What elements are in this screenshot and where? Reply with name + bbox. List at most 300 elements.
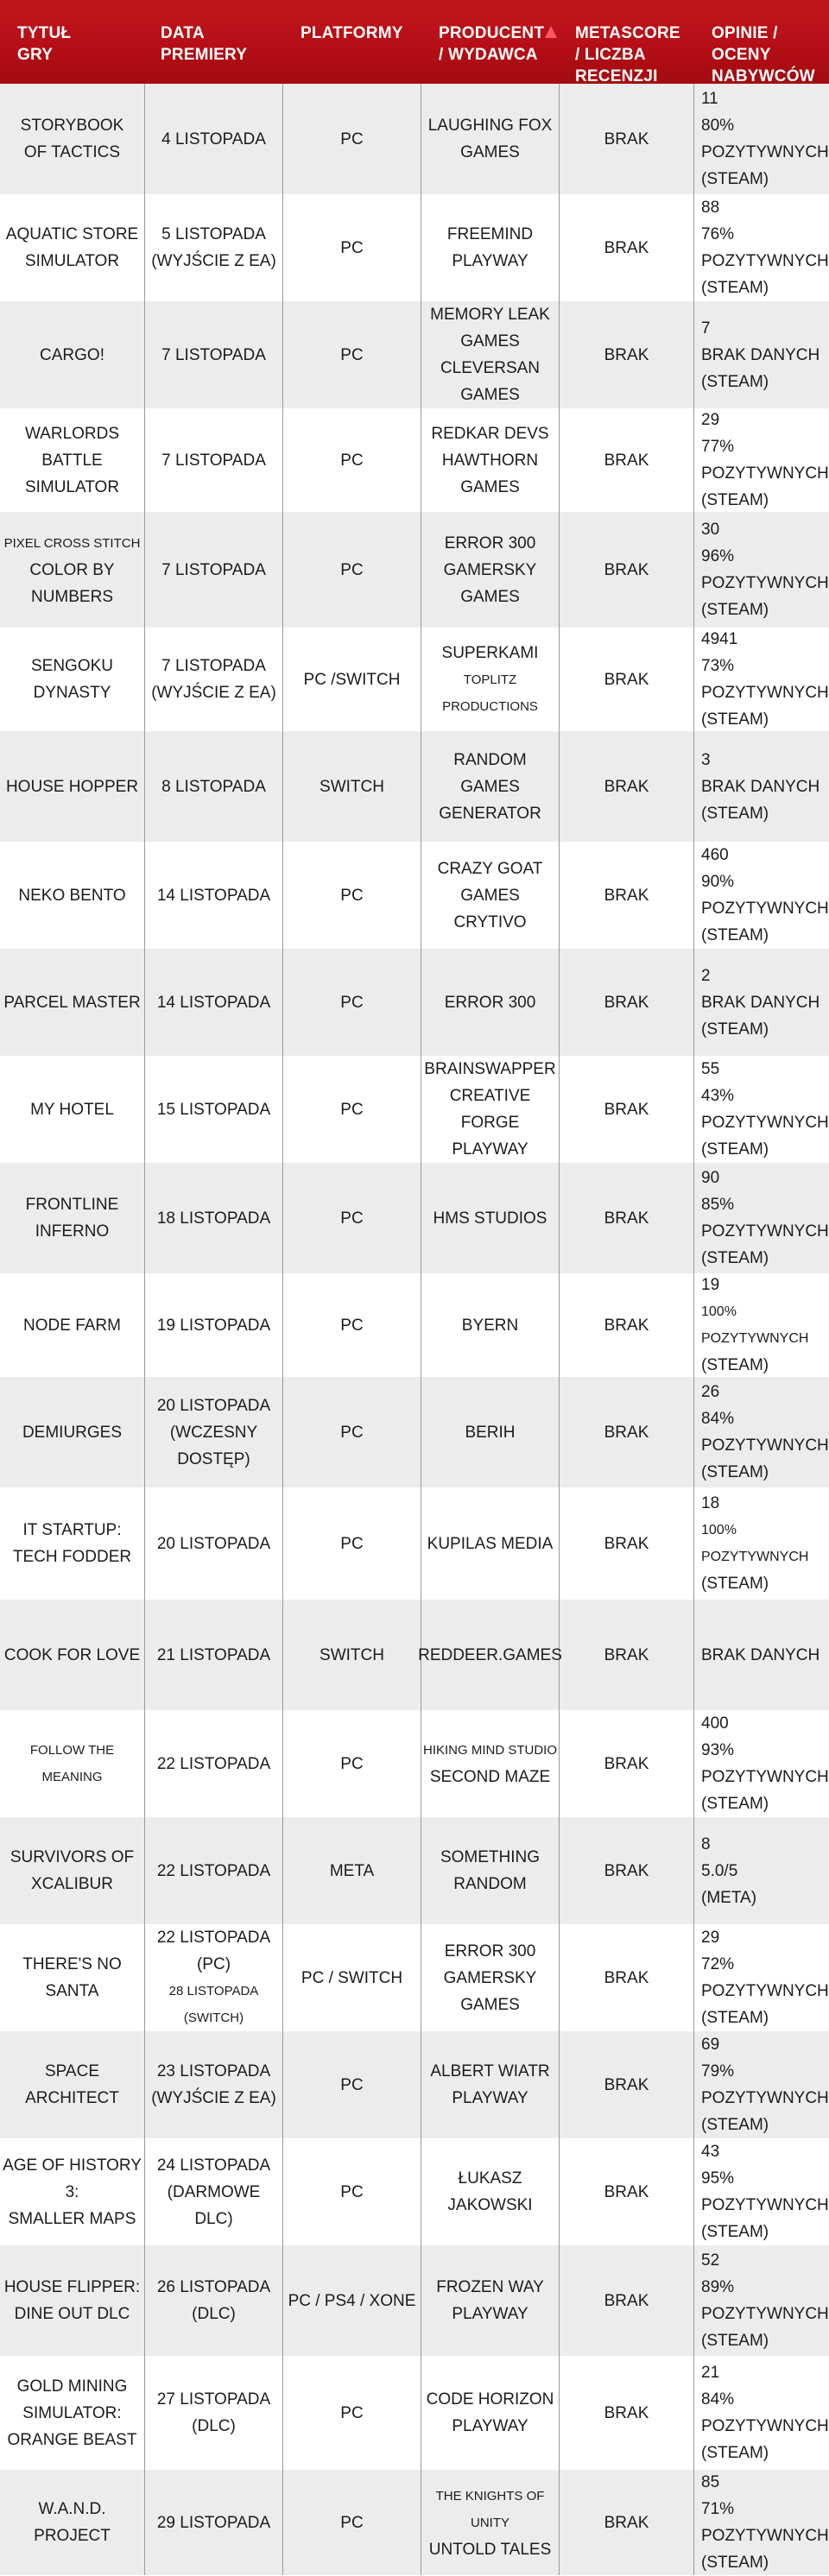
producer-cell <box>421 1710 560 1817</box>
release-date-cell-line: (DLC) <box>192 2305 236 2323</box>
metascore-cell-line: BRAK <box>604 2182 649 2201</box>
release-date-cell <box>145 949 283 1056</box>
release-date-cell <box>145 2245 283 2356</box>
user-reviews-cell-line: BRAK DANYCH <box>701 993 820 1012</box>
user-reviews-cell-line: (STEAM) <box>701 1020 769 1039</box>
producer-cell-line: FREEMIND <box>446 225 534 243</box>
platform-cell <box>283 949 421 1056</box>
platform-cell <box>283 1056 421 1163</box>
producer-cell <box>421 1056 560 1163</box>
platform-cell <box>283 512 421 628</box>
game-title-cell <box>0 2356 145 2470</box>
producer-cell-line: BYERN <box>461 1316 519 1335</box>
producer-cell-line: CRYTIVO <box>453 912 527 931</box>
game-title-cell <box>0 1924 145 2031</box>
user-reviews-cell-line: 11 <box>701 90 718 108</box>
release-date-cell <box>145 1487 283 1600</box>
producer-cell <box>421 628 560 731</box>
game-title-cell-line: FRONTLINE INFERNO <box>25 1196 119 1241</box>
release-date-cell-line: 15 LISTOPADA <box>156 1100 271 1119</box>
platform-cell-line: PC <box>340 1534 364 1553</box>
user-reviews-cell-line: 90% POZYTYWNYCH <box>701 873 829 918</box>
user-reviews-cell-line: 88 <box>701 199 720 217</box>
platform-cell <box>283 731 421 842</box>
game-title-cell-line: SENGOKU DYNASTY <box>30 657 114 702</box>
game-title-cell-line: PIXEL CROSS STITCH <box>3 535 141 551</box>
table-row <box>0 949 829 1056</box>
user-reviews-cell <box>694 512 829 628</box>
user-reviews-cell-line: 77% POZYTYWNYCH <box>701 438 829 483</box>
user-reviews-cell <box>694 2245 829 2356</box>
user-reviews-cell <box>694 194 829 301</box>
producer-cell <box>421 1487 560 1600</box>
producer-cell <box>421 2031 560 2138</box>
metascore-cell <box>560 1163 694 1273</box>
header-title-line: TYTUŁ <box>17 24 72 42</box>
producer-cell-line: LAUGHING FOX <box>427 117 553 135</box>
game-title-cell-line: TECH FODDER <box>12 1548 132 1566</box>
producer-cell-line: ERROR 300 <box>444 1941 536 1960</box>
table-row <box>0 1710 829 1817</box>
table-row <box>0 1273 829 1377</box>
table-row <box>0 1163 829 1273</box>
game-title-cell-line: AGE OF HISTORY 3: <box>3 2156 142 2201</box>
header-reviews-line: OPINIE / OCENY <box>712 24 778 64</box>
user-reviews-cell-line: 76% POZYTYWNYCH <box>701 225 829 270</box>
triangle-icon <box>545 26 557 38</box>
game-title-cell-line: FOLLOW THE MEANING <box>29 1743 115 1784</box>
platform-cell-line: PC <box>340 886 364 905</box>
metascore-cell <box>560 1710 694 1817</box>
metascore-cell <box>560 194 694 301</box>
producer-cell-line: UNTOLD TALES <box>428 2540 552 2559</box>
table-row <box>0 84 829 194</box>
user-reviews-cell <box>694 1924 829 2031</box>
user-reviews-cell <box>694 2356 829 2470</box>
user-reviews-cell <box>694 1710 829 1817</box>
game-title-cell <box>0 1817 145 1924</box>
producer-cell-line: FROZEN WAY <box>436 2278 544 2296</box>
producer-cell-line: CRAZY GOAT GAMES <box>437 859 543 905</box>
game-title-cell <box>0 842 145 949</box>
platform-cell-line: PC <box>340 1316 364 1335</box>
release-date-cell-line: (WYJŚCIE Z EA) <box>151 252 276 270</box>
user-reviews-cell-line: 72% POZYTYWNYCH <box>701 1955 829 2000</box>
platform-cell <box>283 1924 421 2031</box>
release-date-cell-line: 26 LISTOPADA <box>156 2278 271 2296</box>
user-reviews-cell-line: (STEAM) <box>701 1575 769 1593</box>
producer-cell-line: BRAINSWAPPER <box>424 1060 556 1078</box>
release-date-cell <box>145 1710 283 1817</box>
metascore-cell-line: BRAK <box>604 777 649 796</box>
user-reviews-cell-line: 84% POZYTYWNYCH <box>701 2390 829 2435</box>
user-reviews-cell-line: 52 <box>701 2251 720 2270</box>
metascore-cell-line: BRAK <box>604 1316 649 1335</box>
table-row <box>0 2470 829 2575</box>
user-reviews-cell-line: (STEAM) <box>701 2009 769 2027</box>
release-date-cell-line: 27 LISTOPADA <box>156 2390 271 2409</box>
platform-cell-line: PC <box>340 129 364 148</box>
release-date-cell-line: 20 LISTOPADA <box>156 1396 271 1415</box>
user-reviews-cell-line: 21 <box>701 2364 720 2382</box>
metascore-cell <box>560 1273 694 1377</box>
user-reviews-cell-line: 69 <box>701 2036 720 2054</box>
table-row <box>0 1924 829 2031</box>
game-title-cell-line: PARCEL MASTER <box>3 993 141 1012</box>
user-reviews-cell <box>694 408 829 512</box>
producer-cell-line: CREATIVE FORGE <box>449 1087 531 1132</box>
metascore-cell <box>560 2031 694 2138</box>
metascore-cell <box>560 301 694 408</box>
game-title-cell-line: SIMULATOR <box>24 252 120 270</box>
table-row <box>0 1600 829 1710</box>
header-user-reviews <box>694 0 829 84</box>
header-reviews-line: NABYWCÓW <box>712 67 815 85</box>
metascore-cell-line: BRAK <box>604 451 649 470</box>
release-date-cell-line: (DLC) <box>192 2417 236 2435</box>
user-reviews-cell-line: 8 <box>701 1834 711 1853</box>
release-date-cell <box>145 2031 283 2138</box>
user-reviews-cell-line: (STEAM) <box>701 170 769 188</box>
producer-cell <box>421 2138 560 2245</box>
user-reviews-cell-line: 89% POZYTYWNYCH <box>701 2278 829 2323</box>
user-reviews-cell-line: 100% POZYTYWNYCH <box>701 1523 809 1564</box>
metascore-cell-line: BRAK <box>604 238 649 257</box>
user-reviews-cell-line: (STEAM) <box>701 1795 769 1813</box>
producer-cell-line: HAWTHORN GAMES <box>441 451 539 496</box>
producer-cell-line: REDDEER.GAMES <box>418 1645 562 1664</box>
game-title-cell <box>0 1163 145 1273</box>
game-title-cell-line: W.A.N.D. PROJECT <box>34 2500 111 2545</box>
platform-cell-line: PC <box>340 2403 364 2422</box>
producer-cell <box>421 2470 560 2575</box>
table-row <box>0 1817 829 1924</box>
user-reviews-cell-line: (META) <box>701 1888 757 1907</box>
metascore-cell <box>560 2470 694 2575</box>
user-reviews-cell-line: (STEAM) <box>701 2554 769 2572</box>
producer-cell-line: ERROR 300 <box>444 534 536 552</box>
release-date-cell <box>145 1600 283 1710</box>
metascore-cell-line: BRAK <box>604 670 649 689</box>
producer-cell <box>421 842 560 949</box>
game-title-cell-line: HOUSE FLIPPER: <box>3 2278 141 2296</box>
producer-cell-line: GAMERSKY GAMES <box>443 560 537 606</box>
producer-cell <box>421 1924 560 2031</box>
table-row <box>0 2138 829 2245</box>
user-reviews-cell-line: 80% POZYTYWNYCH <box>701 117 829 161</box>
platform-cell <box>283 1817 421 1924</box>
producer-cell-line: PLAYWAY <box>452 2417 528 2435</box>
metascore-cell <box>560 628 694 731</box>
platform-cell <box>283 408 421 512</box>
table-row <box>0 301 829 408</box>
producer-cell-line: PLAYWAY <box>452 1140 528 1159</box>
metascore-cell-line: BRAK <box>604 560 649 579</box>
metascore-cell-line: BRAK <box>604 345 649 364</box>
producer-cell-line: THE KNIGHTS OF UNITY <box>435 2488 545 2530</box>
table-row <box>0 628 829 731</box>
producer-cell-line: ŁUKASZ JAKOWSKI <box>447 2169 533 2214</box>
platform-cell-line: PC <box>340 1754 364 1773</box>
release-date-cell <box>145 2470 283 2575</box>
platform-cell-line: PC <box>340 560 364 579</box>
producer-cell-line: ERROR 300 <box>444 993 536 1012</box>
user-reviews-cell-line: 460 <box>701 846 729 864</box>
header-platforms <box>283 0 421 84</box>
producer-cell-line: CODE HORIZON <box>426 2390 554 2409</box>
table-row <box>0 731 829 842</box>
producer-cell-line: HIKING MIND STUDIO <box>423 1743 558 1758</box>
release-date-cell <box>145 194 283 301</box>
user-reviews-cell-line: 93% POZYTYWNYCH <box>701 1741 829 1786</box>
release-date-cell <box>145 301 283 408</box>
table-body <box>0 84 829 2575</box>
metascore-cell <box>560 731 694 842</box>
producer-cell-line: PLAYWAY <box>452 252 528 270</box>
game-title-cell <box>0 408 145 512</box>
metascore-cell-line: BRAK <box>604 2075 649 2094</box>
user-reviews-cell-line: 30 <box>701 521 720 539</box>
user-reviews-cell-line: 55 <box>701 1060 720 1078</box>
user-reviews-cell-line: 29 <box>701 411 720 429</box>
game-title-cell-line: MY HOTEL <box>30 1100 114 1119</box>
table-row <box>0 842 829 949</box>
platform-cell <box>283 1273 421 1377</box>
user-reviews-cell-line: BRAK DANYCH <box>701 1645 820 1664</box>
release-date-cell <box>145 1163 283 1273</box>
user-reviews-cell-line: 26 <box>701 1383 720 1401</box>
user-reviews-cell-line: 96% POZYTYWNYCH <box>701 547 829 592</box>
user-reviews-cell-line: (STEAM) <box>701 1249 769 1267</box>
release-date-cell-line: 7 LISTOPADA <box>161 560 266 579</box>
platform-cell-line: PC <box>340 2075 364 2094</box>
producer-cell <box>421 949 560 1056</box>
producer-cell <box>421 731 560 842</box>
metascore-cell-line: BRAK <box>604 1534 649 1553</box>
metascore-cell-line: BRAK <box>604 1100 649 1119</box>
user-reviews-cell <box>694 2470 829 2575</box>
producer-cell-line: RANDOM GAMES <box>453 750 527 796</box>
release-date-cell-line: (WYJŚCIE Z EA) <box>151 684 276 702</box>
platform-cell-line: PC <box>340 1209 364 1228</box>
release-date-cell-line: 7 LISTOPADA <box>161 657 266 675</box>
platform-cell-line: PC <box>340 345 364 364</box>
user-reviews-cell <box>694 949 829 1056</box>
release-date-cell <box>145 84 283 194</box>
game-title-cell-line: ORANGE BEAST <box>7 2430 137 2449</box>
metascore-cell <box>560 1377 694 1487</box>
metascore-cell-line: BRAK <box>604 129 649 148</box>
header-metascore-line: / LICZBA RECENZJI <box>575 46 658 85</box>
platform-cell-line: PC / PS4 / XONE <box>288 2291 416 2310</box>
release-date-cell-line: 19 LISTOPADA <box>156 1316 271 1335</box>
metascore-cell <box>560 408 694 512</box>
platform-cell <box>283 1487 421 1600</box>
platform-cell-line: PC <box>340 993 364 1012</box>
user-reviews-cell-line: 43 <box>701 2143 720 2161</box>
game-title-cell <box>0 194 145 301</box>
user-reviews-cell-line: (STEAM) <box>701 1356 769 1374</box>
release-date-cell-line: 29 LISTOPADA <box>156 2513 271 2532</box>
release-date-cell-line: 14 LISTOPADA <box>156 886 271 905</box>
user-reviews-cell-line: 29 <box>701 1929 720 1947</box>
release-date-cell <box>145 2138 283 2245</box>
release-date-cell-line: 7 LISTOPADA <box>161 451 266 470</box>
producer-cell <box>421 194 560 301</box>
metascore-cell <box>560 949 694 1056</box>
release-date-cell <box>145 731 283 842</box>
header-producer-line: PRODUCENT <box>439 24 545 42</box>
user-reviews-cell <box>694 1056 829 1163</box>
header-platforms-line: PLATFORMY <box>301 24 403 42</box>
game-title-cell-line: SURVIVORS OF <box>9 1848 135 1866</box>
release-date-cell <box>145 1924 283 2031</box>
user-reviews-cell-line: (STEAM) <box>701 2223 769 2241</box>
game-title-cell-line: COLOR BY NUMBERS <box>29 560 115 606</box>
game-title-cell-line: CARGO! <box>40 345 104 364</box>
release-date-cell-line: 18 LISTOPADA <box>156 1209 271 1228</box>
producer-cell-line: BERIH <box>465 1423 516 1442</box>
user-reviews-cell <box>694 1377 829 1487</box>
table-row <box>0 1377 829 1487</box>
game-title-cell-line: NEKO BENTO <box>18 886 126 905</box>
game-title-cell-line: SIMULATOR <box>24 477 120 496</box>
producer-cell-line: SUPERKAMI <box>441 643 539 662</box>
release-date-cell-line: 22 LISTOPADA <box>156 1754 271 1773</box>
release-date-cell <box>145 2356 283 2470</box>
platform-cell-line: SWITCH <box>320 1645 384 1664</box>
user-reviews-cell-line: 84% POZYTYWNYCH <box>701 1410 829 1455</box>
platform-cell <box>283 2138 421 2245</box>
game-title-cell <box>0 84 145 194</box>
user-reviews-cell-line: 400 <box>701 1714 729 1733</box>
platform-cell <box>283 194 421 301</box>
release-date-cell <box>145 1377 283 1487</box>
platform-cell <box>283 1377 421 1487</box>
release-date-cell-line: 20 LISTOPADA <box>156 1534 271 1553</box>
header-title-line: GRY <box>17 46 54 64</box>
game-title-cell-line: GOLD MINING <box>16 2377 128 2396</box>
game-title-cell <box>0 949 145 1056</box>
game-title-cell <box>0 2245 145 2356</box>
platform-cell-line: META <box>329 1861 375 1880</box>
producer-cell-line: KUPILAS MEDIA <box>427 1534 554 1553</box>
user-reviews-cell-line: 73% POZYTYWNYCH <box>701 657 829 702</box>
table-row <box>0 194 829 301</box>
release-date-cell-line: 4 LISTOPADA <box>161 129 266 148</box>
producer-cell-line: SECOND MAZE <box>429 1768 551 1786</box>
user-reviews-cell-line: (STEAM) <box>701 279 769 297</box>
producer-cell-line: HMS STUDIOS <box>433 1209 547 1228</box>
metascore-cell <box>560 2245 694 2356</box>
user-reviews-cell-line: 3 <box>701 750 711 769</box>
metascore-cell <box>560 2138 694 2245</box>
metascore-cell <box>560 842 694 949</box>
game-title-cell-line: THERE'S NO SANTA <box>22 1955 122 2000</box>
user-reviews-cell <box>694 1817 829 1924</box>
metascore-cell <box>560 1817 694 1924</box>
user-reviews-cell-line: 18 <box>701 1494 720 1512</box>
table-row <box>0 2031 829 2138</box>
game-title-cell <box>0 628 145 731</box>
game-title-cell-line: NODE FARM <box>23 1316 121 1335</box>
metascore-cell-line: BRAK <box>604 2291 649 2310</box>
user-reviews-cell-line: (STEAM) <box>701 710 769 729</box>
user-reviews-cell-line: 43% POZYTYWNYCH <box>701 1087 829 1132</box>
header-release-date <box>145 0 283 84</box>
release-date-cell <box>145 408 283 512</box>
user-reviews-cell-line: 95% POZYTYWNYCH <box>701 2169 829 2214</box>
game-title-cell <box>0 1600 145 1710</box>
producer-cell <box>421 408 560 512</box>
release-date-cell-line: (WYJŚCIE Z EA) <box>151 2089 276 2107</box>
producer-cell <box>421 512 560 628</box>
metascore-cell-line: BRAK <box>604 1754 649 1773</box>
user-reviews-cell <box>694 731 829 842</box>
metascore-cell-line: BRAK <box>604 2513 649 2532</box>
platform-cell <box>283 1710 421 1817</box>
platform-cell <box>283 301 421 408</box>
producer-cell <box>421 1163 560 1273</box>
platform-cell-line: PC <box>340 2513 364 2532</box>
user-reviews-cell-line: (STEAM) <box>701 1140 769 1159</box>
user-reviews-cell-line: (STEAM) <box>701 372 769 391</box>
user-reviews-cell-line: 71% POZYTYWNYCH <box>701 2500 829 2545</box>
producer-cell-line: PLAYWAY <box>452 2089 528 2107</box>
user-reviews-cell-line: (STEAM) <box>701 2332 769 2350</box>
metascore-cell <box>560 1924 694 2031</box>
producer-cell <box>421 2245 560 2356</box>
game-title-cell-line: SIMULATOR: <box>22 2403 122 2422</box>
platform-cell <box>283 1600 421 1710</box>
release-date-cell-line: 5 LISTOPADA <box>161 225 266 243</box>
metascore-cell <box>560 2356 694 2470</box>
user-reviews-cell <box>694 2031 829 2138</box>
game-title-cell <box>0 731 145 842</box>
user-reviews-cell <box>694 1487 829 1600</box>
table-row <box>0 512 829 628</box>
game-title-cell-line: STORYBOOK <box>20 117 124 135</box>
platform-cell <box>283 2356 421 2470</box>
metascore-cell <box>560 84 694 194</box>
metascore-cell-line: BRAK <box>604 993 649 1012</box>
metascore-cell-line: BRAK <box>604 1209 649 1228</box>
platform-cell-line: PC <box>340 2182 364 2201</box>
platform-cell <box>283 842 421 949</box>
producer-cell <box>421 84 560 194</box>
user-reviews-cell-line: 4941 <box>701 630 738 648</box>
table-row <box>0 1056 829 1163</box>
game-title-cell-line: HOUSE HOPPER <box>5 777 139 796</box>
game-title-cell-line: OF TACTICS <box>23 143 121 161</box>
platform-cell-line: PC <box>340 451 364 470</box>
game-title-cell <box>0 512 145 628</box>
producer-cell-line: SOMETHING RANDOM <box>440 1848 541 1893</box>
header-date-line: PREMIERY <box>161 46 248 64</box>
release-date-cell <box>145 512 283 628</box>
game-title-cell-line: SMALLER MAPS <box>8 2209 136 2228</box>
platform-cell-line: PC <box>340 238 364 257</box>
user-reviews-cell-line: 5.0/5 <box>701 1861 738 1880</box>
user-reviews-cell-line: 100% POZYTYWNYCH <box>701 1304 809 1346</box>
game-title-cell-line: XCALIBUR <box>30 1875 113 1893</box>
header-producer-line: / WYDAWCA <box>439 46 538 64</box>
user-reviews-cell <box>694 1600 829 1710</box>
release-date-cell <box>145 628 283 731</box>
user-reviews-cell-line: 85 <box>701 2473 720 2491</box>
platform-cell <box>283 2470 421 2575</box>
metascore-cell-line: BRAK <box>604 1861 649 1880</box>
